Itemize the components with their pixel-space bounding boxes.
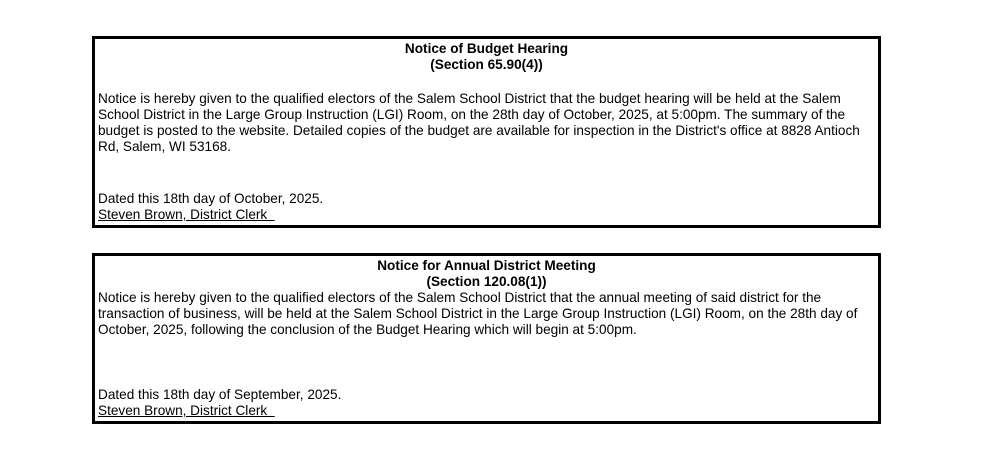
notice-signature	[95, 403, 278, 419]
notice-section-reference: (Section 120.08(1))	[426, 274, 547, 289]
signature-text: Steven Brown, District Clerk	[98, 207, 275, 222]
budget-hearing-notice	[92, 36, 881, 228]
notice-dated: Dated this 18th day of September, 2025.	[98, 387, 342, 402]
signature-text: Steven Brown, District Clerk	[98, 403, 275, 418]
notice-body: Notice is hereby given to the qualified electors of the Salem School District that the budget hearing will be held at the Salem School District in the Large Group Instruction (LGI) Room, on the 28th day of October, 2025, at 5:00pm. The summary of the budget is posted to the website. Detailed copies of the budget are available for inspection in the District's office at 8828 Antioch Rd, Salem, WI 53168.	[98, 91, 860, 154]
notice-dated: Dated this 18th day of October, 2025.	[98, 191, 324, 206]
notice-title: Notice for Annual District Meeting	[377, 258, 596, 273]
notice-signature	[95, 207, 278, 223]
annual-meeting-notice	[92, 253, 881, 424]
notice-title: Notice of Budget Hearing	[404, 41, 569, 56]
notice-body: Notice is hereby given to the qualified electors of the Salem School District that the annual meeting of said district for the transaction of business, will be held at the Salem School District in the Large Group Instruction (LGI) Room, on the 28th day of October, 2025, following the conclusion of the Budget Hearing which will begin at 5:00pm.	[98, 290, 858, 337]
notice-section-reference: (Section 65.90(4))	[430, 57, 543, 72]
